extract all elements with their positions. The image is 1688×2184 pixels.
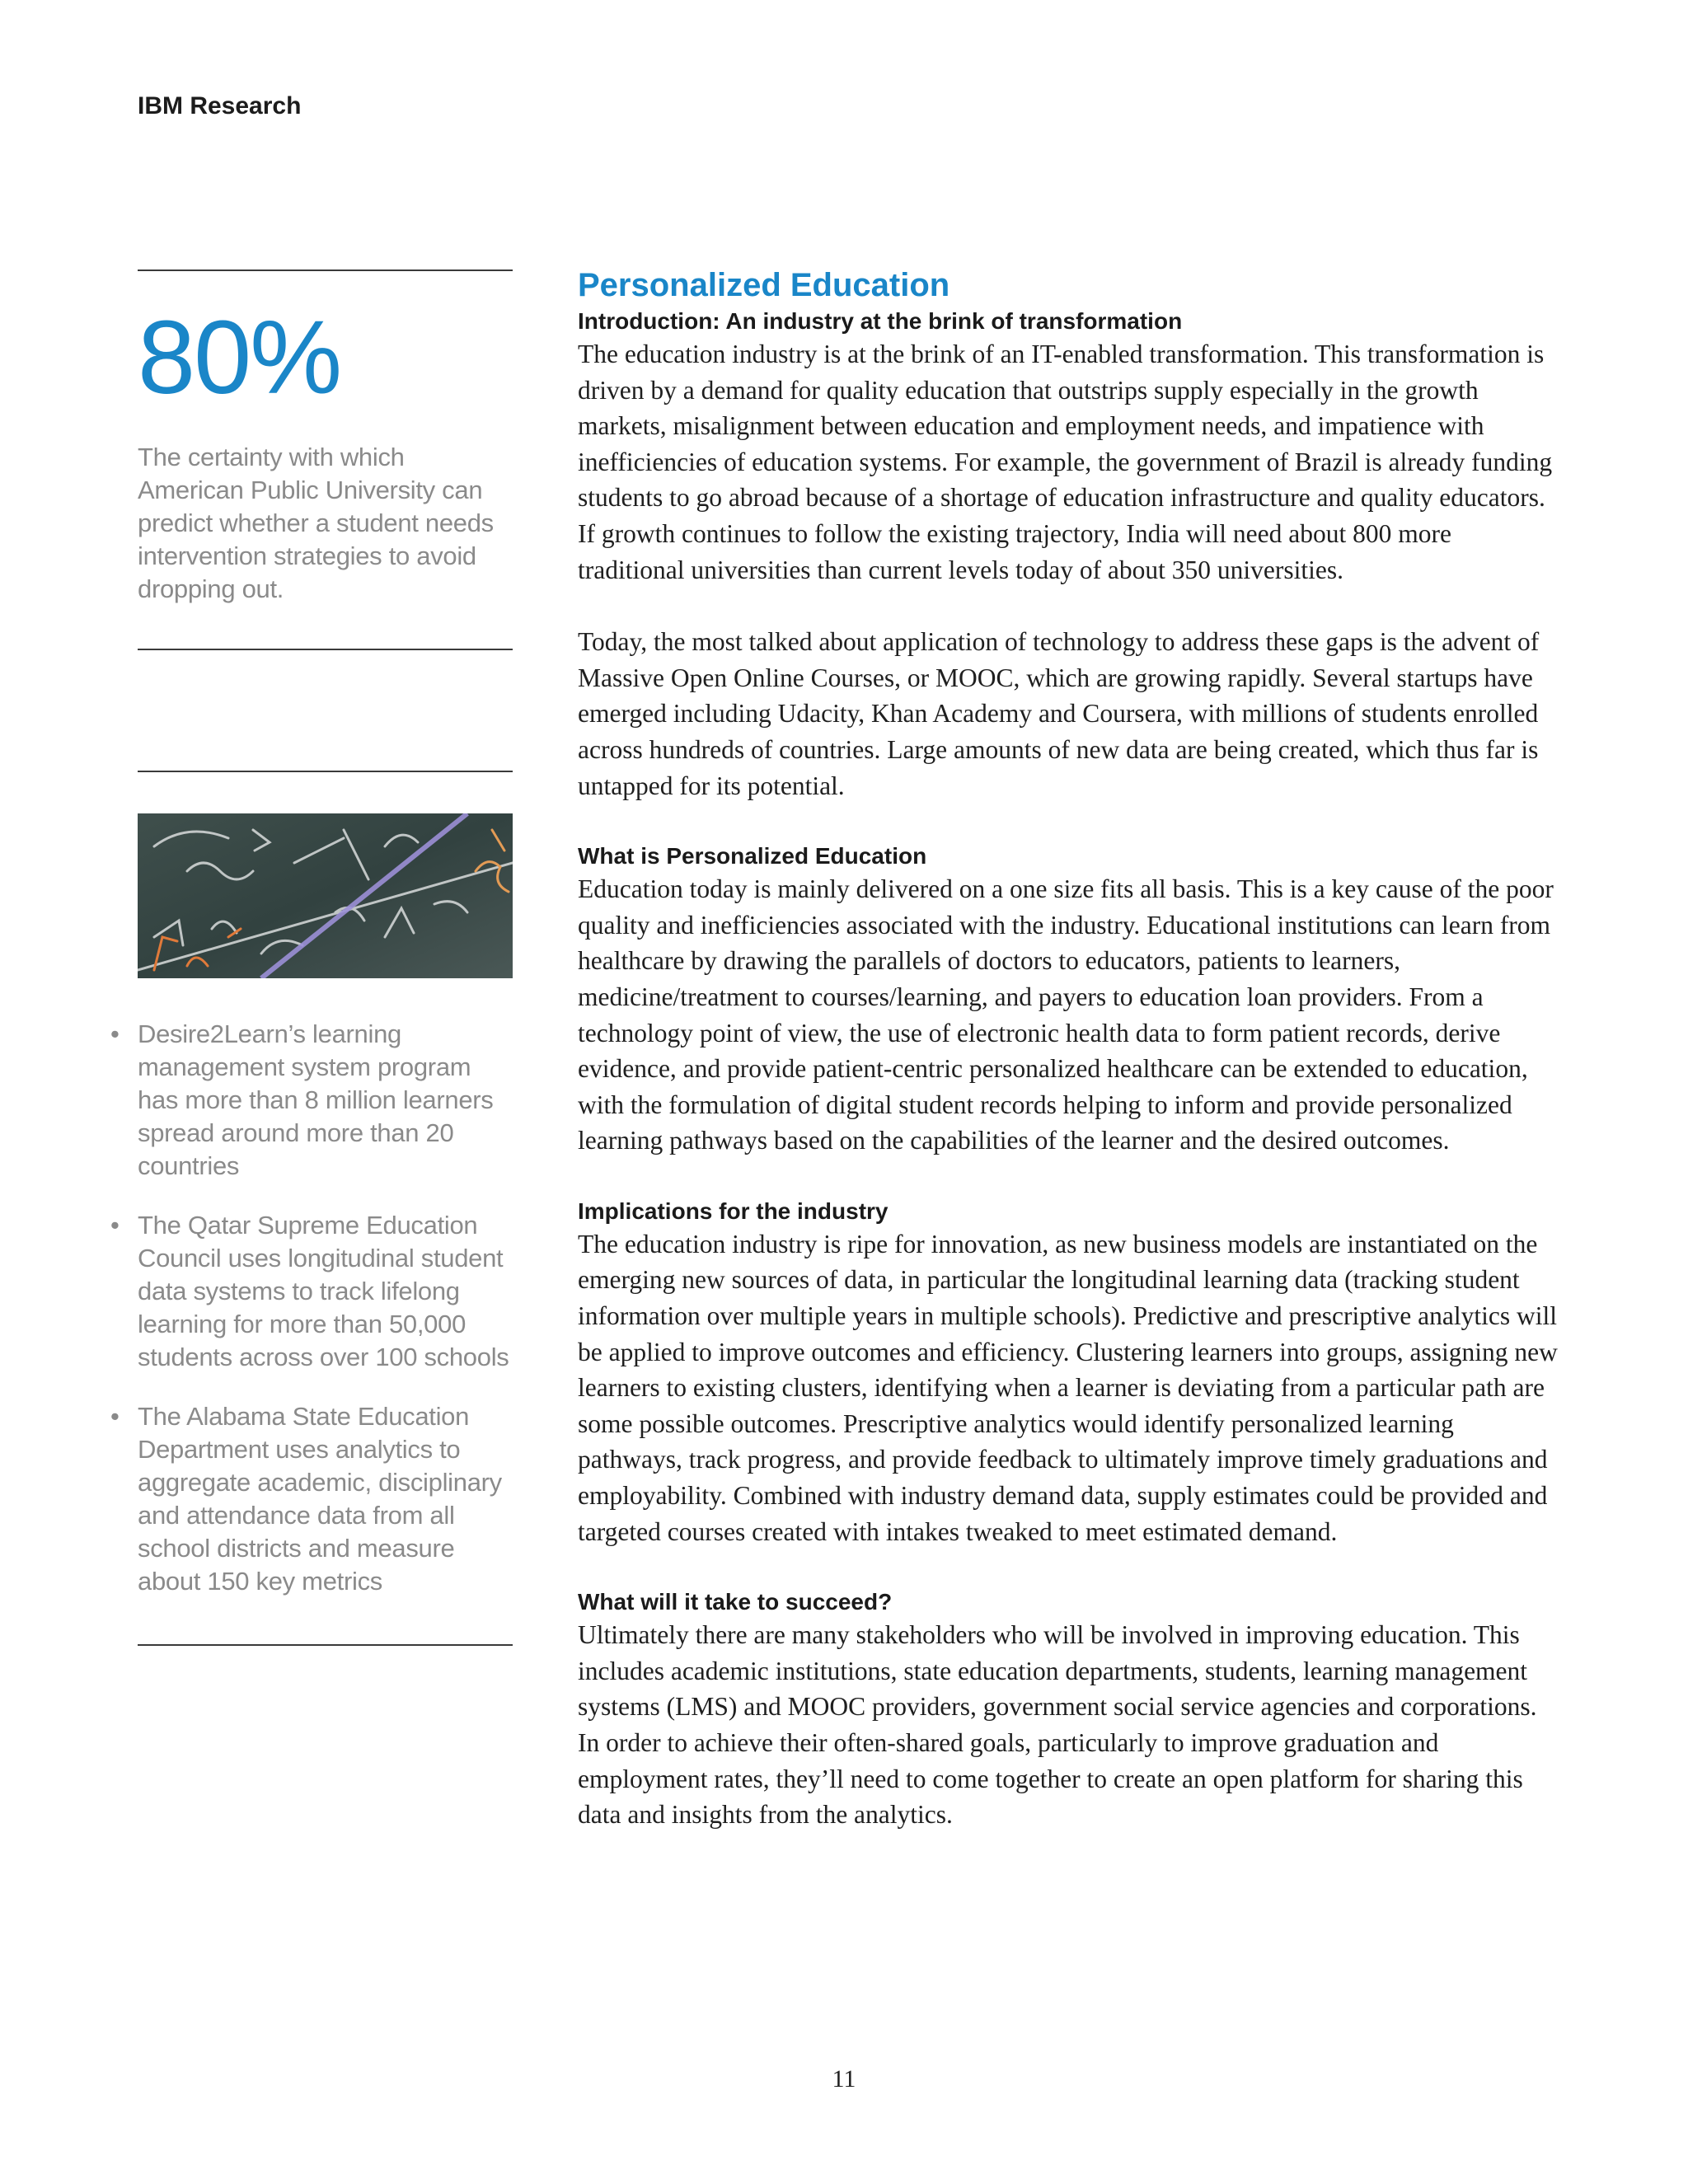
list-item: • The Alabama State Education Department uses analytics to aggregate academic, disciplinary and attendance data from all school districts and measure about 150 key metrics: [110, 1402, 502, 1596]
section-heading: What is Personalized Education: [578, 843, 927, 869]
header-brand: IBM Research: [138, 92, 302, 120]
main-content: [578, 264, 1559, 1833]
section-heading: Implications for the industry: [578, 1197, 889, 1224]
paragraph: Today, the most talked about application of technology to address these gaps is the advent of Massive Open Online Courses, or MOOC, which are growing rapidly. Several startups have emerged including Udacity, Khan Academy and Coursera, with millions of students enrolled across hundreds of countries. Large amounts of new data are being created, which thus far is untapped for its potential.: [578, 627, 1540, 800]
fact-text: The Qatar Supreme Education Council uses longitudinal student data systems to track lifelong learning for more than 50,000 students across over 100 schools: [138, 1211, 509, 1371]
section-heading: Introduction: An industry at the brink of transformation: [578, 308, 1183, 334]
paragraph: The education industry is at the brink of an IT-enabled transformation. This transformation is driven by a demand for quality education that outstrips supply especially in the growth markets, misalignment between education and employment needs, and impatience with inefficiencies of education systems. For example, the government of Brazil is already funding students to go abroad because of a shortage of education infrastructure and quality educators. If growth continues to follow the existing trajectory, India will need about 800 more traditional universities than current levels today of about 350 universities.: [578, 340, 1553, 584]
fact-text: Desire2Learn’s learning management system program has more than 8 million learners spread around more than 20 countries: [138, 1019, 494, 1180]
list-item: • The Qatar Supreme Education Council uses longitudinal student data systems to track lifelong learning for more than 50,000 students across over 100 schools: [110, 1211, 509, 1371]
divider-before-image: [138, 771, 513, 772]
page-title: Personalized Education: [578, 267, 950, 303]
paragraph: Education today is mainly delivered on a one size fits all basis. This is a key cause of the poor quality and inefficiencies associated with the industry. Educational institutions can learn from healthcare by drawing the parallels of doctors to educators, patients to learners, medicine/treatment to courses/learning, and payers to education loan providers. From a technology point of view, the use of electronic health data to form patient records, derive evidence, and provide patient-centric personalized healthcare can be extended to education, with the formulation of digital student records helping to inform and provide personalized learning pathways based on the capabilities of the learner and the desired outcomes.: [578, 874, 1554, 1155]
divider-after-stat: [138, 649, 513, 650]
list-item: • Desire2Learn’s learning management system program has more than 8 million learners spread around more than 20 countries: [110, 1019, 494, 1180]
page-number: 11: [832, 2065, 856, 2093]
divider-bottom: [138, 1644, 513, 1646]
facts-list: [110, 1018, 513, 1598]
paragraph: The education industry is ripe for innovation, as new business models are instantiated on the emerging new sources of data, in particular the longitudinal learning data (tracking student information over multiple years in multiple schools). Predictive and prescriptive analytics will be applied to improve outcomes and efficiency. Clustering learners into groups, assigning new learners to existing clusters, identifying when a learner is deviating from a particular path are some possible outcomes. Prescriptive analytics would identify personalized learning pathways, track progress, and provide feedback to ultimately improve timely graduations and employability. Combined with industry demand data, supply estimates could be provided and targeted courses created with intakes tweaked to meet estimated demand.: [578, 1229, 1558, 1546]
fact-text: The Alabama State Education Department uses analytics to aggregate academic, disciplinary and attendance data from all school districts and measure about 150 key metrics: [138, 1402, 502, 1596]
chalkboard-image: [138, 813, 513, 978]
divider-top: [138, 269, 513, 271]
section-heading: What will it take to succeed?: [578, 1589, 893, 1615]
paragraph: Ultimately there are many stakeholders who will be involved in improving education. This includes academic institutions, state education departments, students, learning management systems (LMS) and MOOC providers, government social service agencies and corporations. In order to achieve their often-shared goals, particularly to improve graduation and employment rates, they’ll need to come together to create an open platform for sharing this data and insights from the analytics.: [578, 1620, 1537, 1830]
stat-caption: The certainty with which American Public University can predict whether a student needs intervention strategies to avoid dropping out.: [138, 443, 494, 603]
sidebar: [110, 269, 513, 1646]
stat-value: 80%: [138, 299, 341, 415]
